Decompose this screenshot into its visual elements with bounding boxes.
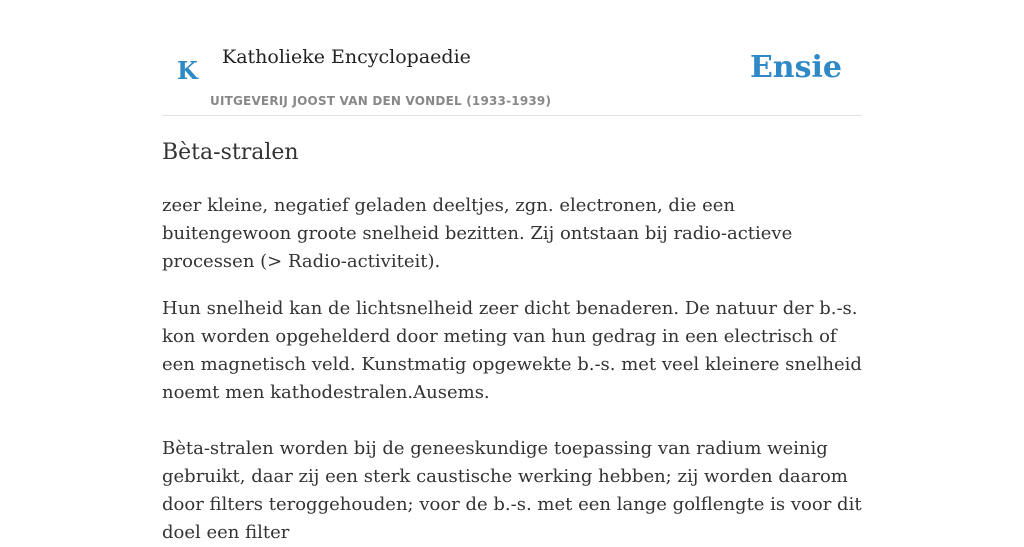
publisher-label: UITGEVERIJ JOOST VAN DEN VONDEL (1933-1939) bbox=[210, 94, 552, 108]
article-paragraph: Bèta-stralen worden bij de geneeskundige toepassing van radium weinig gebruikt, daar zij een sterk caustische werking hebben; zij worden daarom door filters teroggehouden; voor de b.-s. met een lange golflengte is voor dit doel een filter bbox=[162, 438, 862, 543]
site-header bbox=[162, 0, 862, 116]
entry-title: Bèta-stralen bbox=[162, 140, 299, 165]
article-paragraph: zeer kleine, negatief geladen deeltjes, zgn. electronen, die een buitengewoon groote snelheid bezitten. Zij ontstaan bij radio-actieve processen (> Radio-activiteit). bbox=[162, 195, 793, 272]
content-container bbox=[162, 0, 862, 543]
site-title-link[interactable]: Katholieke Encyclopaedie bbox=[222, 46, 471, 68]
encyclopedia-logo-icon[interactable]: K bbox=[177, 56, 198, 85]
ensie-brand-link[interactable]: Ensie bbox=[749, 50, 842, 85]
article-paragraph: Hun snelheid kan de lichtsnelheid zeer dicht benaderen. De natuur der b.-s. kon worden opgehelderd door meting van hun gedrag in een electrisch of een magnetisch veld. Kunstmatig opgewekte b.-s. met veel kleinere snelheid noemt men kathodestralen.Ausems. bbox=[162, 298, 862, 403]
